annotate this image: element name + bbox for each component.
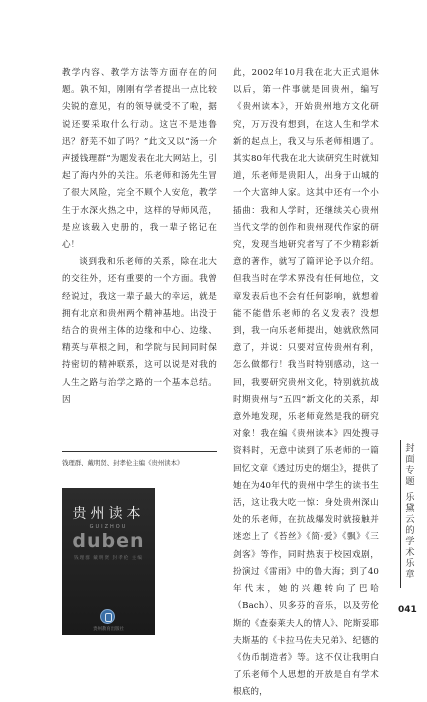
left-paragraph-2: 谈到我和乐老师的关系，除在北大的交往外，还有重要的一个方面。我曾经说过，我这一辈子最大的幸运，就是拥有北京和贵州两个精神基地。出没于结合的贵州主体的边缘和中心、边缘、精英与草根之间，和学院与民间同时保持密切的精神联系，这可以说是对我的人生之路与治学之路的一个基本总结。因 [62, 257, 217, 405]
photo-caption: 钱理群、戴明贤、封孝伦主编《贵州读本》 [62, 459, 184, 467]
section-label-line-1: 封 面 专 题 [405, 443, 415, 487]
right-paragraph-1: 此，2002年10月我在北大正式退休以后，第一件事就是回贵州，编写《贵州读本》，开始贵州地方文化研究，万万没有想到，在这人生和学术新的起点上，我又与乐老师相遇了。其实80年代我在北大读研究生时就知道，乐老师是贵阳人，出身于山城的一个大富绅人家。这其中还有一个小插曲：我和人学时，还继续关心贵州当代文学的创作和贵州现代作家的研究，发现当地研究者写了不少精彩新意的著作，就写了篇评论予以介绍。但我当时在学术界没有任何地位，文章发表后也不会有任何影响，就想着能不能借乐老师的名义发表？没想到，我一向乐老师提出，她就欣然同意了，并说：只要对宣传贵州有利，怎么做都行！我当时特别感动，这一回，我要研究贵州文化，特别就抗战时期贵州与“五四”新文化的关系，却意外地发现，乐老师竟然是我的研究对象！我在编《贵州读本》四处搜寻资料时，无意中读到了乐老师的一篇回忆文章《透过历史的烟尘》，提供了她在为40年代的贵州中学生的读书生活，这让我大吃一惊：身处贵州深山处的乐老师，在抗战爆发时就接触并迷恋上了《苔丝》《简·爱》《飘》《三剑客》等作，同时热衷于校园戏剧，扮演过《雷雨》中的鲁大海；到了40年代末，她的兴趣转向了巴哈（Bach）、贝多芬的音乐，以及劳伦斯的《查泰莱夫人的情人》、陀斯妥耶夫斯基的《卡拉马佐夫兄弟》、纪德的《伪币制造者》等。这不仅让我明白了乐老师个人思想的开放是自有学术根底的， [233, 68, 379, 698]
caption-rule [62, 451, 217, 452]
left-text-column [62, 65, 217, 409]
left-paragraph-1: 教学内容、教学方法等方面存在的问题。孰不知，刚刚有学者提出一点比较尖锐的意见，有的领导就受不了啦，据说还要采取什么行动。这岂不是违鲁迅？舒芜不如了吗？”此文又以“汤一介声援钱理群”为题发表在北大网站上，引起了海内外的关注。乐老师和汤先生冒了很大风险，完全不顾个人安危，教学生于水深火热之中，这样的导师风范，是应该载入史册的，我一辈子铭记在心！ [62, 68, 217, 251]
book-cover-image [62, 488, 155, 635]
book-editors: 钱理群 戴明贤 封孝伦 主编 [74, 556, 143, 561]
section-label [403, 443, 417, 580]
publisher-logo-icon [100, 609, 115, 624]
book-pinyin: GUIZHOU [89, 524, 128, 530]
section-label-line-2: 乐 黛 云 的 学 术 乐 章 [405, 492, 415, 580]
book-latin-title: duben [72, 530, 145, 552]
page-number: 041 [398, 605, 417, 615]
book-title: 贵州读本 [72, 506, 145, 522]
book-publisher: 贵州教育出版社 [93, 627, 124, 632]
right-text-column [233, 65, 379, 702]
side-divider [400, 440, 401, 588]
